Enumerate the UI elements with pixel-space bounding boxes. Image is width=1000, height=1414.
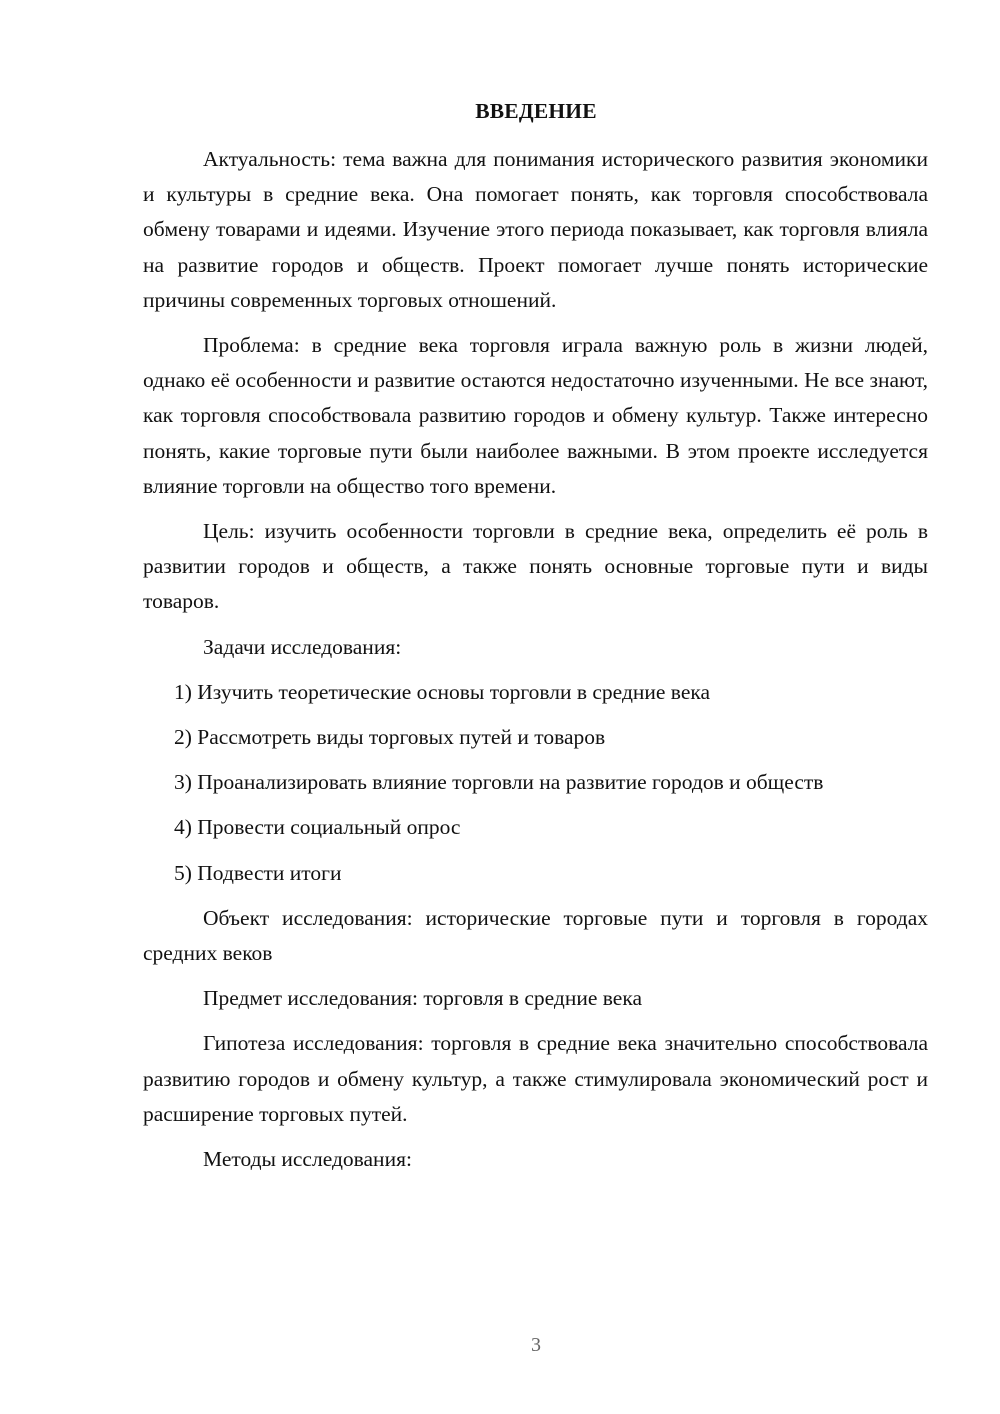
relevance-paragraph: Актуальность: тема важна для понимания исторического развития экономики и культуры в средние века. Она помогает понять, как торговля способствовала обмену товарами и идеями. Изучение этого периода показывает, как торговля влияла на развитие городов и обществ. Проект помогает лучше понять исторические причины современных торговых отношений.: [143, 147, 928, 312]
page-number: 3: [531, 1334, 541, 1356]
task-item: 5) Подвести итоги: [174, 860, 342, 885]
object-paragraph: Объект исследования: исторические торговые пути и торговля в городах средних веков: [143, 905, 928, 966]
hypothesis-paragraph: Гипотеза исследования: торговля в средние века значительно способствовала развитию городов и обмену культур, а также стимулировала экономический рост и расширение торговых путей.: [143, 1031, 928, 1126]
task-item: 4) Провести социальный опрос: [174, 815, 461, 840]
task-item: 2) Рассмотреть виды торговых путей и товаров: [174, 725, 606, 750]
tasks-heading: Задачи исследования:: [203, 634, 402, 659]
goal-paragraph: Цель: изучить особенности торговли в средние века, определить её роль в развитии городов и обществ, а также понять основные торговые пути и виды товаров.: [143, 519, 928, 614]
subject-paragraph: Предмет исследования: торговля в средние века: [203, 986, 643, 1011]
page-title: ВВЕДЕНИЕ: [475, 99, 597, 123]
problem-paragraph: Проблема: в средние века торговля играла важную роль в жизни людей, однако её особенности и развитие остаются недостаточно изученными. Не все знают, как торговля способствовала развитию городов и обмену культур. Также интересно понять, какие торговые пути были наиболее важными. В этом проекте исследуется влияние торговли на общество того времени.: [143, 333, 928, 498]
document-body: [143, 142, 928, 1187]
task-item: 1) Изучить теоретические основы торговли в средние века: [174, 679, 711, 704]
methods-heading: Методы исследования:: [203, 1147, 412, 1172]
task-item: 3) Проанализировать влияние торговли на развитие городов и обществ: [174, 770, 824, 795]
